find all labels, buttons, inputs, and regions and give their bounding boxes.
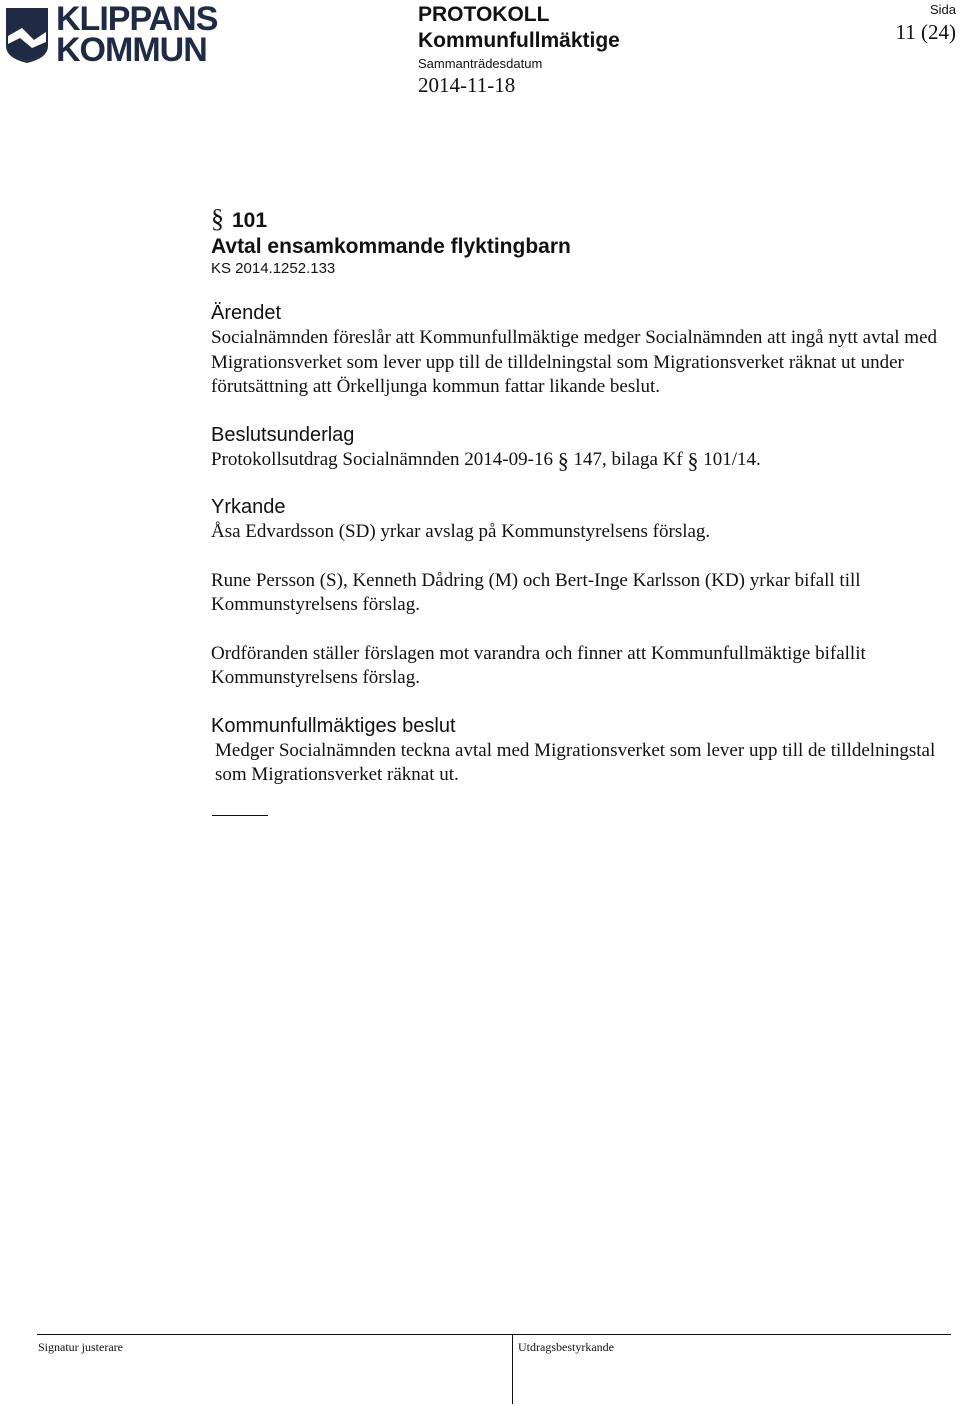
municipality-emblem-icon	[4, 6, 50, 64]
section-sign: §	[211, 204, 224, 233]
case-number: KS 2014.1252.133	[211, 260, 336, 277]
section-heading-arendet: Ärendet	[211, 302, 282, 324]
extract-certification-label: Utdragsbestyrkande	[518, 1340, 614, 1354]
section-sign-inline: §	[557, 447, 569, 473]
section-heading-beslutsunderlag: Beslutsunderlag	[211, 423, 355, 446]
page-number: 11 (24)	[895, 20, 956, 44]
yrkande-text-3: Ordföranden ställer förslagen mot varandra och finner att Kommunfullmäktige bifallit Kommunstyrelsens förslag.	[211, 642, 866, 688]
footer-line	[37, 1334, 951, 1335]
paragraph-number: 101	[232, 209, 268, 232]
beslutsunderlag-text-part1: Protokollsutdrag Socialnämnden 2014-09-16	[211, 448, 553, 470]
page-label: Sida	[929, 2, 956, 17]
logo-wordmark	[56, 0, 218, 69]
document-header	[418, 2, 620, 98]
beslutsunderlag-text-part2: 147, bilaga Kf	[573, 448, 683, 470]
section-sign-inline: §	[687, 447, 699, 473]
paragraph-heading	[211, 204, 946, 234]
section-heading-yrkande: Yrkande	[211, 496, 286, 518]
signature-label: Signatur justerare	[38, 1340, 123, 1354]
arendet-text: Socialnämnden föreslår att Kommunfullmäktige medger Socialnämnden att ingå nytt avtal med Migrationsverket som lever upp till de tilldelningstal som Migrationsverket räknat ut under förutsättning att Örkelljunga kommun fattar likande beslut.	[211, 327, 938, 397]
body-name: Kommunfullmäktige	[418, 29, 620, 52]
beslutsunderlag-text	[211, 448, 946, 473]
section-heading-beslut: Kommunfullmäktiges beslut	[211, 714, 456, 737]
document-type: PROTOKOLL	[418, 3, 550, 26]
end-rule	[212, 815, 268, 816]
yrkande-text-1: Åsa Edvardsson (SD) yrkar avslag på Kommunstyrelsens förslag.	[211, 521, 711, 542]
footer-divider	[512, 1334, 513, 1404]
klippans-kommun-logo	[4, 0, 218, 70]
paragraph-title: Avtal ensamkommande flyktingbarn	[211, 235, 571, 258]
yrkande-text-2: Rune Persson (S), Kenneth Dådring (M) och Bert-Inge Karlsson (KD) yrkar bifall till Kommunstyrelsens förslag.	[211, 569, 861, 615]
date-label: Sammanträdesdatum	[418, 56, 543, 71]
beslut-text: Medger Socialnämnden teckna avtal med Migrationsverket som lever upp till de tilldelningstal som Migrationsverket räknat ut.	[215, 739, 936, 785]
document-body	[211, 204, 946, 816]
meeting-date: 2014-11-18	[418, 73, 516, 97]
beslutsunderlag-text-part3: 101/14.	[703, 448, 761, 470]
logo-line-2: KOMMUN	[56, 31, 207, 69]
logo-line-1: KLIPPANS	[56, 0, 218, 38]
